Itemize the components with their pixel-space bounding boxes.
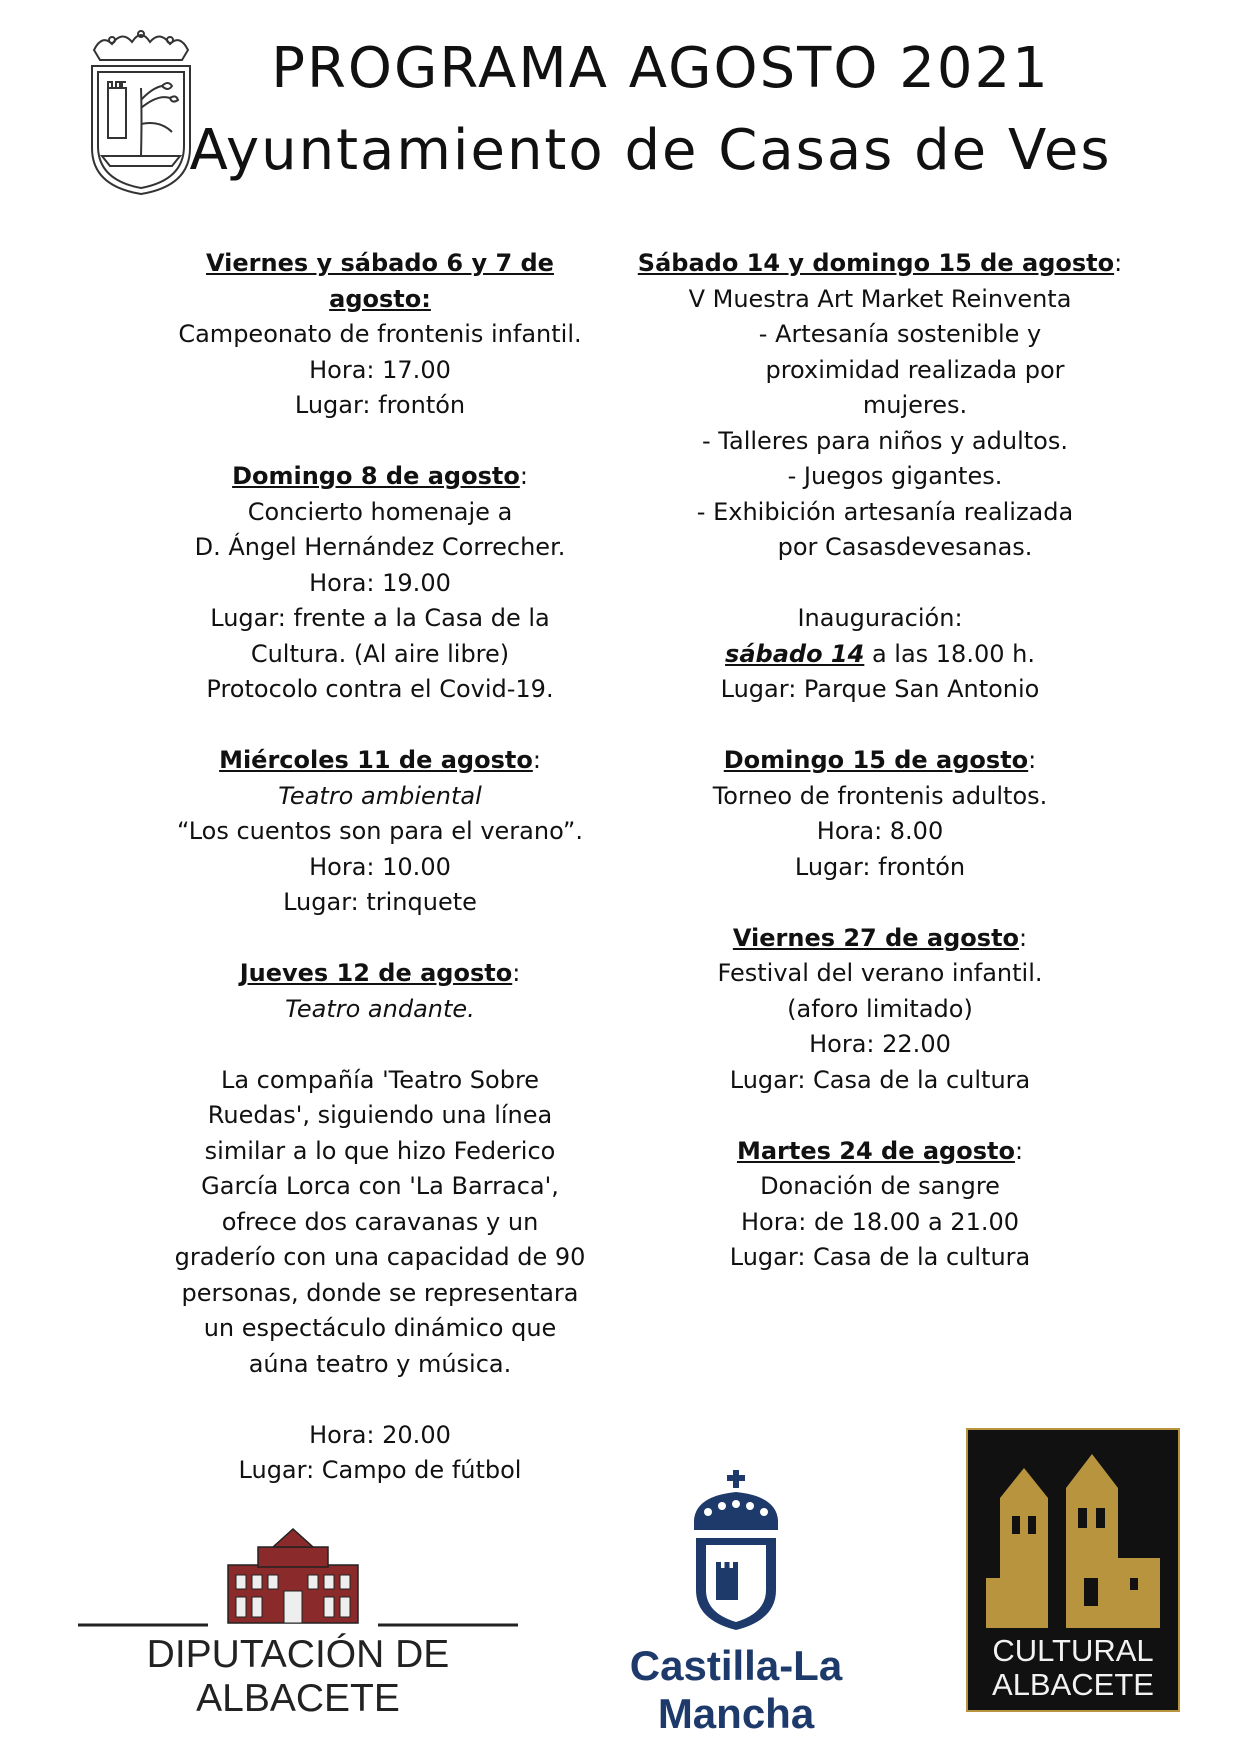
event-paragraph: un espectáculo dinámico que bbox=[203, 1314, 557, 1342]
page-subtitle: Ayuntamiento de Casas de Ves bbox=[189, 118, 1112, 183]
inauguration-time: sábado 14 a las 18.00 h. bbox=[725, 639, 1035, 668]
clm-crowned-shield-icon bbox=[576, 1470, 896, 1635]
event-heading: Jueves 12 de agosto: bbox=[239, 959, 521, 987]
event-heading: Domingo 15 de agosto: bbox=[723, 746, 1037, 774]
event-heading: Domingo 8 de agosto: bbox=[232, 462, 528, 490]
event-description: Teatro andante. bbox=[285, 994, 475, 1023]
event-heading: Viernes 27 de agosto: bbox=[732, 923, 1028, 952]
cultural-logo-text-line1: CULTURAL bbox=[992, 1633, 1154, 1668]
event-time: Hora: 17.00 bbox=[309, 355, 451, 384]
event-paragraph: ofrece dos caravanas y un bbox=[221, 1207, 539, 1236]
castilla-la-mancha-logo bbox=[576, 1470, 896, 1737]
bullet-item: - Exhibición artesanía realizada bbox=[696, 497, 1074, 526]
diputacion-building-icon bbox=[78, 1525, 518, 1635]
event-description: Concierto homenaje a bbox=[247, 497, 513, 526]
event-place: Lugar: frente a la Casa de la bbox=[210, 604, 550, 632]
event-description: Teatro ambiental bbox=[278, 781, 482, 810]
event-description: D. Ángel Hernández Correcher. bbox=[194, 533, 566, 561]
event-time: Hora: 20.00 bbox=[309, 1420, 451, 1449]
event-paragraph: García Lorca con 'La Barraca', bbox=[201, 1172, 559, 1200]
event-place: Lugar: Campo de fútbol bbox=[238, 1456, 522, 1484]
event-place: Lugar: frontón bbox=[794, 852, 966, 881]
event-description: Donación de sangre bbox=[760, 1172, 1000, 1200]
bullet-item: - Talleres para niños y adultos. bbox=[702, 426, 1068, 455]
event-description: Torneo de frontenis adultos. bbox=[712, 781, 1048, 810]
right-program-column bbox=[620, 246, 1140, 1276]
bullet-item: proximidad realizada por bbox=[765, 355, 1065, 384]
event-heading: Martes 24 de agosto: bbox=[736, 1136, 1024, 1165]
event-note: Protocolo contra el Covid-19. bbox=[206, 675, 554, 703]
cultural-albacete-logo bbox=[966, 1428, 1180, 1712]
event-paragraph: La compañía 'Teatro Sobre bbox=[220, 1065, 540, 1094]
event-place: Cultura. (Al aire libre) bbox=[250, 639, 510, 668]
event-heading: Miércoles 11 de agosto: bbox=[219, 746, 541, 774]
diputacion-logo-text: DIPUTACIÓN DE ALBACETE bbox=[146, 1633, 450, 1720]
event-time: Hora: de 18.00 a 21.00 bbox=[740, 1207, 1020, 1236]
event-heading: Sábado 14 y domingo 15 de agosto: bbox=[637, 249, 1123, 277]
event-paragraph: similar a lo que hizo Federico bbox=[204, 1136, 556, 1165]
event-heading: Viernes y sábado 6 y 7 de agosto: bbox=[206, 249, 554, 313]
bullet-item: por Casasdevesanas. bbox=[777, 533, 1033, 561]
bullet-item: - Artesanía sostenible y bbox=[758, 320, 1042, 348]
event-place: Lugar: Parque San Antonio bbox=[720, 675, 1040, 703]
event-description: Festival del verano infantil. bbox=[717, 959, 1043, 987]
event-note: (aforo limitado) bbox=[787, 994, 973, 1023]
bullet-item: - Juegos gigantes. bbox=[787, 462, 1003, 490]
event-paragraph: Ruedas', siguiendo una línea bbox=[207, 1101, 553, 1129]
clm-logo-text: Castilla-La Mancha bbox=[629, 1642, 843, 1737]
inauguration-label: Inauguración: bbox=[797, 604, 963, 632]
event-place: Lugar: trinquete bbox=[283, 888, 477, 916]
left-program-column bbox=[160, 246, 600, 1489]
event-description: “Los cuentos son para el verano”. bbox=[177, 817, 583, 845]
event-time: Hora: 8.00 bbox=[816, 817, 944, 845]
event-description: V Muestra Art Market Reinventa bbox=[688, 284, 1072, 313]
event-place: Lugar: Casa de la cultura bbox=[729, 1065, 1031, 1094]
event-place: Lugar: Casa de la cultura bbox=[729, 1243, 1031, 1271]
page-title: PROGRAMA AGOSTO 2021 bbox=[271, 36, 1050, 101]
event-paragraph: graderío con una capacidad de 90 bbox=[174, 1243, 586, 1271]
event-paragraph: personas, donde se representara bbox=[181, 1278, 579, 1307]
bullet-item: mujeres. bbox=[862, 391, 968, 419]
cultural-logo-text-line2: ALBACETE bbox=[992, 1667, 1154, 1702]
event-description: Campeonato de frontenis infantil. bbox=[178, 320, 582, 348]
event-time: Hora: 22.00 bbox=[809, 1030, 951, 1058]
diputacion-albacete-logo bbox=[78, 1525, 518, 1720]
event-time: Hora: 19.00 bbox=[309, 568, 451, 597]
event-place: Lugar: frontón bbox=[294, 391, 466, 419]
event-paragraph: aúna teatro y música. bbox=[248, 1349, 512, 1378]
event-time: Hora: 10.00 bbox=[309, 852, 451, 881]
